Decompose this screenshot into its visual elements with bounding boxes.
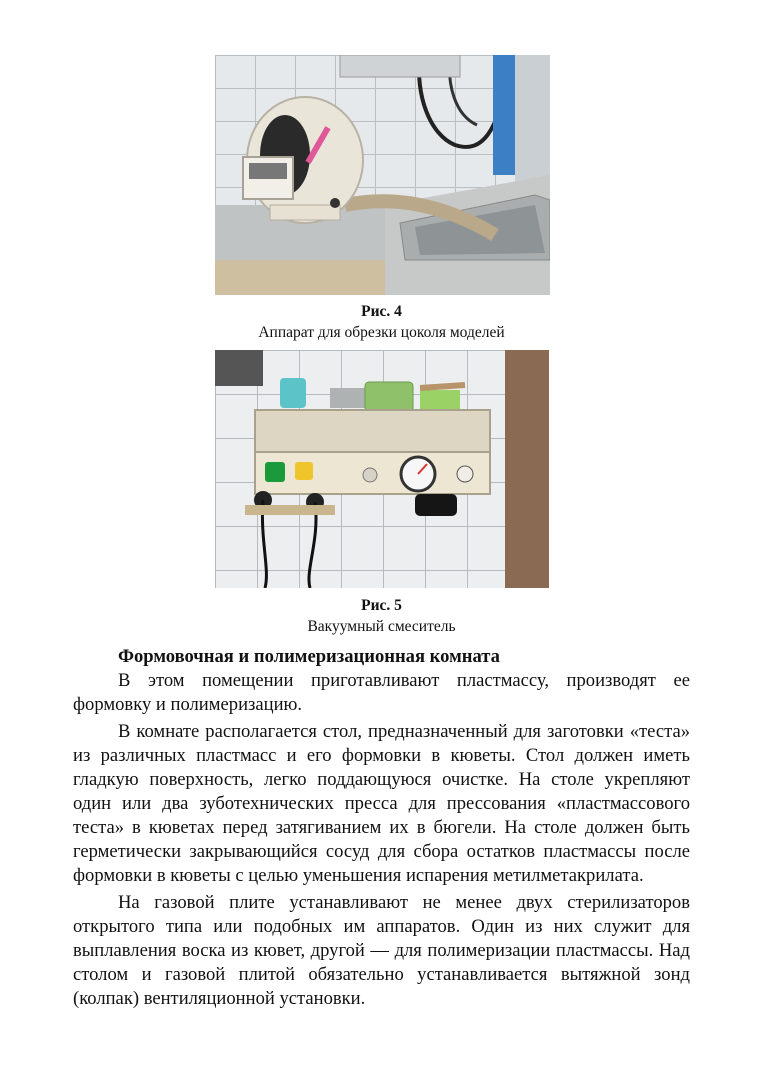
section-heading: Формовочная и полимеризационная комната xyxy=(118,646,500,667)
vacuum-mixer-image xyxy=(215,350,549,588)
model-trimmer-image xyxy=(215,55,550,295)
figure-4-photo xyxy=(215,55,550,295)
figure-5-caption: Вакуумный смеситель xyxy=(307,618,456,635)
paragraph-1: В этом помещении приготавливают пластмассу, производят ее формовку и полимеризацию. xyxy=(73,670,690,715)
figure-5-photo xyxy=(215,350,549,588)
figure-4-caption: Аппарат для обрезки цоколя моделей xyxy=(258,324,505,341)
section-body xyxy=(73,645,690,1011)
paragraph-2: В комнате располагается стол, предназначенный для заготовки «теста» из различных пластмасс и его формовки в кюветы. Стол должен иметь гладкую поверхность, легко поддающуюся очистке. На столе укрепляют один или два зуботехнических пресса для прессования «пластмассового теста» в кюветах перед затягиванием их в бюгели. На столе должен быть герметически закрывающийся сосуд для сбора остатков пластмассы после формовки в кюветы с целью уменьшения испарения метилметакрилата. xyxy=(73,721,690,886)
paragraph-3: На газовой плите устанавливают не менее двух стерилизаторов открытого типа или подобных им аппаратов. Один из них служит для выплавления воска из кювет, другой — для полимеризации пластмассы. Над столом и газовой плитой обязательно устанавливается вытяжной зонд (колпак) вентиляционной установки. xyxy=(73,892,690,1009)
figure-4-number: Рис. 4 xyxy=(361,303,402,320)
figure-5-number: Рис. 5 xyxy=(361,597,402,614)
